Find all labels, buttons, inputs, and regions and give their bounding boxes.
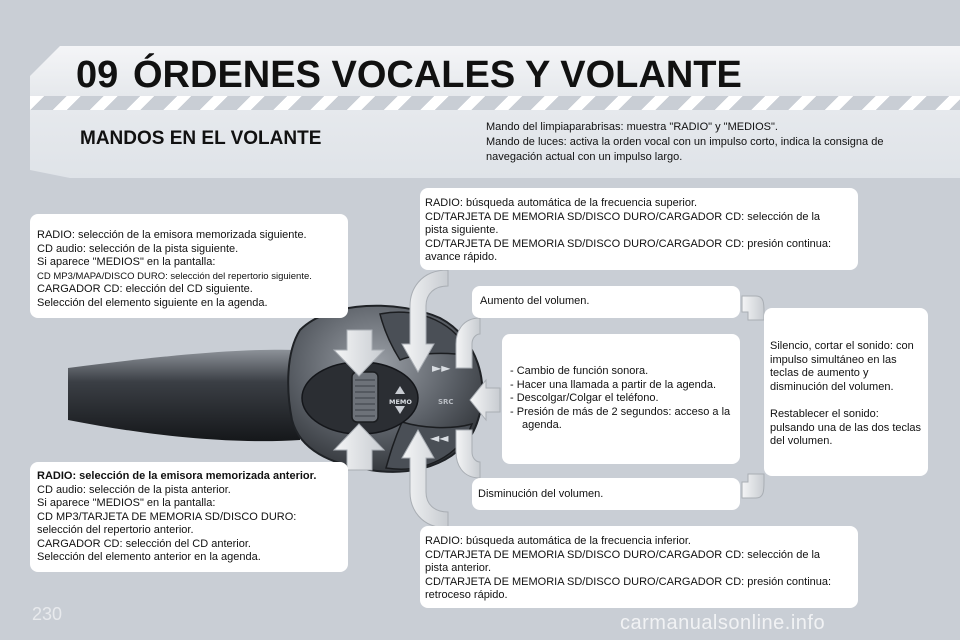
prev-preset-repertoire: selección del repertorio anterior. bbox=[37, 524, 194, 536]
volume-down-text: Disminución del volumen. bbox=[478, 488, 604, 500]
arrow-volume-down-icon bbox=[456, 430, 480, 478]
fast-forward-symbol: ►► bbox=[432, 361, 451, 375]
rewind-symbol: ◄◄ bbox=[430, 431, 449, 445]
source-item: - Presión de más de 2 segundos: acceso a la agenda. bbox=[510, 405, 731, 431]
memo-label: MEMO bbox=[389, 398, 412, 406]
source-item: - Hacer una llamada a partir de la agenda. bbox=[510, 378, 717, 391]
unmute-text: Restablecer el sonido: pulsando una de las dos teclas del volumen. bbox=[770, 408, 922, 447]
seek-down-radio: RADIO: búsqueda automática de la frecuencia inferior. bbox=[425, 535, 691, 547]
prev-preset-cd: CD audio: selección de la pista anterior. bbox=[37, 483, 231, 496]
prev-preset-agenda: Selección del elemento anterior en la agenda. bbox=[37, 551, 261, 563]
volume-up-text: Aumento del volumen. bbox=[480, 295, 590, 307]
seek-up-radio: RADIO: búsqueda automática de la frecuencia superior. bbox=[425, 197, 698, 209]
volume-down-box bbox=[472, 478, 740, 510]
next-preset-medios: Si aparece "MEDIOS" en la pantalla: bbox=[37, 256, 216, 268]
volume-up-box bbox=[472, 286, 740, 318]
next-preset-agenda: Selección del elemento siguiente en la agenda. bbox=[37, 296, 268, 309]
note-wiper: Mando del limpiaparabrisas: muestra "RADIO" y "MEDIOS". bbox=[486, 121, 778, 133]
watermark: carmanualsonline.info bbox=[620, 612, 826, 634]
previous-preset-box bbox=[30, 462, 348, 572]
page-number: 230 bbox=[32, 604, 63, 624]
seek-up-continuous-1: CD/TARJETA DE MEMORIA SD/DISCO DURO/CARGADOR CD: presión continua: bbox=[425, 237, 832, 250]
next-preset-mp3: CD MP3/MAPA/DISCO DURO: selección del repertorio siguiente. bbox=[37, 270, 312, 282]
prev-preset-medios: Si aparece "MEDIOS" en la pantalla: bbox=[37, 497, 216, 509]
next-preset-radio: RADIO: selección de la emisora memorizada siguiente. bbox=[37, 229, 307, 241]
seek-down-continuous-1: CD/TARJETA DE MEMORIA SD/DISCO DURO/CARGADOR CD: presión continua: bbox=[425, 575, 832, 588]
src-label: SRC bbox=[438, 398, 454, 406]
prev-preset-mp3: CD MP3/TARJETA DE MEMORIA SD/DISCO DURO: bbox=[37, 510, 297, 523]
next-preset-box bbox=[30, 214, 348, 318]
mute-box bbox=[764, 308, 928, 476]
prev-preset-changer: CARGADOR CD: selección del CD anterior. bbox=[37, 537, 251, 550]
seek-down-continuous-2: retroceso rápido. bbox=[425, 589, 508, 601]
mute-text: Silencio, cortar el sonido: con impulso simultáneo en las teclas de aumento y disminución del volumen. bbox=[770, 340, 914, 393]
chapter-number: 09 bbox=[76, 54, 119, 96]
next-preset-cd: CD audio: selección de la pista siguiente. bbox=[37, 242, 239, 255]
source-item: - Cambio de función sonora. bbox=[510, 365, 649, 377]
chapter-title: ÓRDENES VOCALES Y VOLANTE bbox=[133, 54, 742, 96]
arrow-mute-top-icon bbox=[742, 296, 764, 320]
arrow-mute-bottom-icon bbox=[742, 474, 764, 498]
source-list bbox=[510, 365, 732, 433]
prev-preset-radio: RADIO: selección de la emisora memorizada anterior. bbox=[37, 470, 317, 482]
seek-down-track-1: CD/TARJETA DE MEMORIA SD/DISCO DURO/CARGADOR CD: selección de la bbox=[425, 548, 821, 561]
stalk bbox=[68, 350, 300, 441]
seek-up-box bbox=[420, 188, 858, 270]
seek-up-track-1: CD/TARJETA DE MEMORIA SD/DISCO DURO/CARGADOR CD: selección de la bbox=[425, 210, 821, 223]
seek-up-track-2: pista siguiente. bbox=[425, 224, 499, 236]
seek-up-continuous-2: avance rápido. bbox=[425, 251, 498, 263]
note-lights: Mando de luces: activa la orden vocal con un impulso corto, indica la consigna de navegación actual con un impulso largo. bbox=[486, 136, 884, 163]
section-title: MANDOS EN EL VOLANTE bbox=[80, 128, 322, 149]
seek-down-track-2: pista anterior. bbox=[425, 562, 492, 574]
next-preset-changer: CARGADOR CD: elección del CD siguiente. bbox=[37, 283, 253, 295]
source-box bbox=[502, 334, 740, 464]
source-item: - Descolgar/Colgar el teléfono. bbox=[510, 392, 659, 404]
seek-down-box bbox=[420, 526, 858, 608]
